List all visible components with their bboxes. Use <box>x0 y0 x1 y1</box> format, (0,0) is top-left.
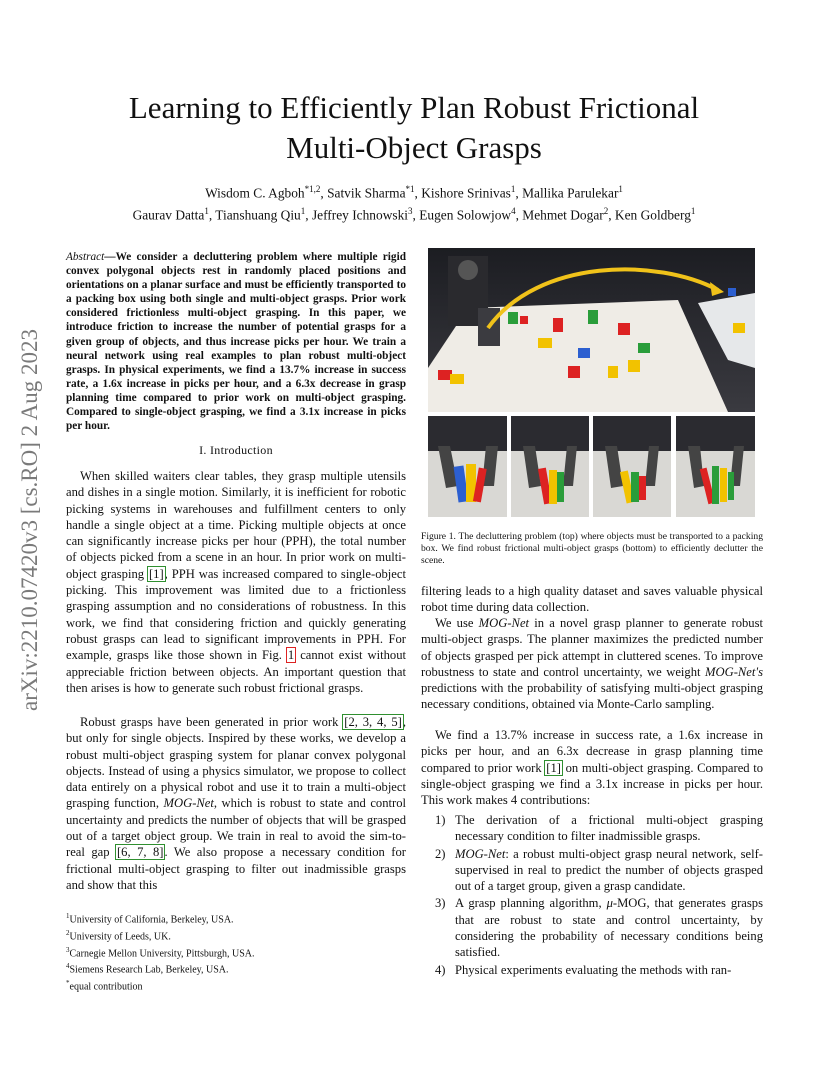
author-affiliation-marker: 3 <box>408 206 413 217</box>
grasp-sequence-illustration <box>428 416 755 517</box>
grasp-panel-2 <box>511 416 589 517</box>
title-line-1: Learning to Efficiently Plan Robust Frictional <box>128 90 700 125</box>
section-heading-introduction: I. Introduction <box>199 443 273 457</box>
citation-link[interactable]: [6, 7, 8] <box>116 845 164 860</box>
contribution-item: 4) Physical experiments evaluating the methods with ran- <box>435 962 732 977</box>
title-line-2: Multi-Object Grasps <box>286 130 542 165</box>
author-name: Ken Goldberg <box>614 207 691 223</box>
author-affiliation-marker: *1 <box>405 184 415 194</box>
author-name: Tianshuang Qiu <box>215 207 301 223</box>
grasp-panel-4 <box>676 416 755 517</box>
author-name: Satvik Sharma <box>327 185 406 201</box>
method-name: MOG-Net's <box>705 664 763 679</box>
intro-paragraph-2: Robust grasps have been generated in prior work [2, 3, 4, 5], but only for single objects. Inspired by these works, we develop a robust multi-object grasping system for planar convex polygonal objects. Instead of using a physics simulator, we propose to collect data entirely on a physical robot and use it to train a multi-object grasping function, MOG-Net, which is robust to state and control uncertainty and predicts the number of objects that will be grasped out of a target object group. We train in real to avoid the sim-to-real gap [6, 7, 8]. We also propose a necessary condition for frictional multi-object grasping to filter out inadmissible grasps and show that this <box>66 715 406 892</box>
author-line-2: Gaurav Datta$^1$, Tianshuang Qiu$^1$, Jeffrey Ichnowski$^3$, Eugen Solowjow$^4$, Mehmet Dogar$^2$, Ken Goldberg$^1$ <box>132 206 696 223</box>
author-affiliation-marker: 1 <box>510 184 516 194</box>
footnote: $^2$University of Leeds, UK. <box>66 928 171 943</box>
author-list <box>40 180 788 225</box>
footnote: $^3$Carnegie Mellon University, Pittsburgh, USA. <box>66 945 255 959</box>
footnote: $^4$Siemens Research Lab, Berkeley, USA. <box>66 962 229 976</box>
method-name: MOG-Net <box>478 616 530 630</box>
paper-title <box>60 88 768 168</box>
figure-1-top-photo <box>428 248 755 412</box>
right-paragraph-planner: We use MOG-Net in a novel grasp planner to generate robust multi-object grasps. The planner maximizes the predicted number of objects grasped per pick attempt in cluttered scenes. To improve robustness to state and control uncertainty, we weight MOG-Net's predictions with the probability of satisfying multi-object grasping necessary conditions, obtained via Monte-Carlo sampling. <box>421 616 763 712</box>
author-name: Wisdom C. Agboh <box>205 185 305 201</box>
footnotes <box>66 910 406 994</box>
abstract-text: —We consider a decluttering problem where multiple rigid convex polygonal objects rest in randomly placed positions and orientations on a planar surface and must be efficiently transported to a packing box using both single and multi-object grasps. Prior work considered frictionless multi-object grasping. In this paper, we introduce friction to increase the number of potential grasps for a given group of objects, and thus increase picks per hour. We train a neural network using real examples to plan robust multi-object grasps. In physical experiments, we find a 13.7% increase in success rate, a 1.6x increase in picks per hour, and a 6.3x decrease in grasp planning time compared to prior work on multi-object grasping. Compared to single-object grasping, we find a 3.1x increase in picks per hour. <box>66 251 406 433</box>
abstract-label: Abstract <box>66 251 105 263</box>
author-affiliation-marker: 4 <box>511 206 516 217</box>
contributions-list <box>421 812 763 979</box>
right-paragraph-results: We find a 13.7% increase in success rate, a 1.6x increase in picks per hour, and an 6.3x decrease in grasp planning time compared to prior work [1] on multi-object grasping. Compared to single-object grasping we find a 3.1x increase in picks per hour. This work makes 4 contributions: <box>421 728 764 808</box>
author-name: Gaurav Datta <box>132 207 205 223</box>
author-name: Mallika Parulekar <box>522 185 619 201</box>
grasp-panel-3 <box>593 416 671 517</box>
author-name: Jeffrey Ichnowski <box>311 207 408 223</box>
author-name: Mehmet Dogar <box>522 207 604 223</box>
author-affiliation-marker: 1 <box>618 184 623 194</box>
contribution-item: 3) A grasp planning algorithm, μ-MOG, that generates grasps that are robust to state and control uncertainty, by considering the probability of necessary conditions being satisfied. <box>435 896 763 960</box>
author-affiliation-marker: 1 <box>300 206 306 217</box>
abstract <box>66 250 406 433</box>
author-affiliation-marker: 2 <box>603 206 609 217</box>
arxiv-identifier: arXiv:2210.07420v3 [cs.RO] 2 Aug 2023 <box>17 328 42 712</box>
figure-1-bottom-photos <box>428 416 755 517</box>
grasp-panel-1 <box>428 416 507 517</box>
citation-link[interactable]: [1] <box>148 566 164 581</box>
right-paragraph-continuation: filtering leads to a high quality dataset and saves valuable physical robot time during data collection. <box>421 584 763 615</box>
footnote: $^1$University of California, Berkeley, USA. <box>66 912 234 926</box>
author-affiliation-marker: *1,2 <box>304 184 321 194</box>
author-affiliation-marker: 1 <box>204 206 209 217</box>
decluttering-scene-illustration <box>428 248 755 412</box>
method-name: MOG-Net <box>163 796 214 811</box>
author-name: Eugen Solowjow <box>419 207 512 223</box>
figure-link[interactable]: 1 <box>287 648 295 663</box>
figure-caption: Figure 1. The decluttering problem (top) where objects must be transported to a packing box. We find robust frictional multi-object grasps (bottom) to efficiently declutter the scene. <box>421 531 763 566</box>
citation-link[interactable]: [1] <box>546 760 561 775</box>
contribution-item: 1) The derivation of a frictional multi-object grasping necessary condition to filter inadmissible grasps. <box>435 813 763 844</box>
arxiv-stamp <box>10 285 50 755</box>
author-affiliation-marker: 1 <box>690 206 696 217</box>
footnote: *equal contribution <box>66 979 143 993</box>
author-line-1: Wisdom C. Agboh$^{*1,2}$, Satvik Sharma$^{*1}$, Kishore Srinivas$^1$, Mallika Parulekar$^1$ <box>205 184 623 201</box>
contribution-item: 2) MOG-Net: a robust multi-object grasp neural network, self-supervised in real to predict the number of objects grasped out of a target group, given a grasp candidate. <box>435 846 763 894</box>
citation-link[interactable]: [2, 3, 4, 5] <box>344 715 402 729</box>
author-name: Kishore Srinivas <box>421 185 511 201</box>
intro-paragraph-1: When skilled waiters clear tables, they grasp multiple utensils and dishes in a single motion. Similarly, it is inefficient for robotic picking systems in warehouses and fulfillment centers to only handle a single object at a time. Picking multiple objects at once can significantly increase picks per hour (PPH), the total number of objects picked from a scene in an hour. In prior work on multi-object grasping [1], PPH was increased compared to single-object picking. This improvement was limited due to a frictionless grasping assumption and no considerations of robustness. In this work, we find that considering friction and quickly generating robust grasps can lead to significant improvements in PPH. For example, grasps like those shown in Fig. 1 cannot exist without appreciable friction between objects. An important question that then arises is how to generate such robust frictional grasps. <box>66 469 406 695</box>
